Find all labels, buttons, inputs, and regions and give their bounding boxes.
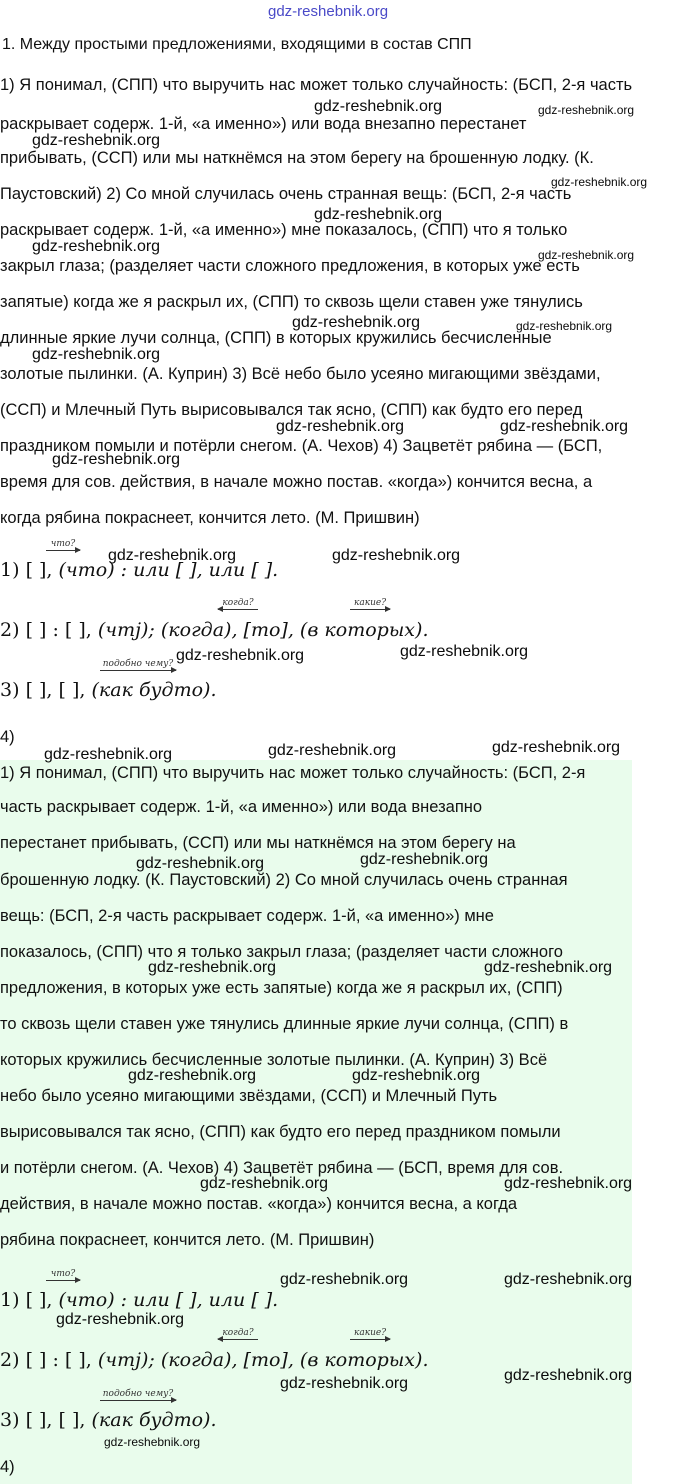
watermark: gdz-reshebnik.org	[292, 314, 421, 331]
scheme-4: 4)	[0, 728, 15, 746]
watermark: gdz-reshebnik.org	[332, 547, 461, 564]
watermark: gdz-reshebnik.org	[352, 1067, 481, 1084]
text-line: показалось, (СПП) что я только закрыл глаза; (разделяет части сложного	[0, 943, 563, 961]
watermark: gdz-reshebnik.org	[136, 855, 265, 872]
watermark: gdz-reshebnik.org	[276, 418, 405, 435]
arrow-what: что?	[46, 1269, 80, 1281]
watermark: gdz-reshebnik.org	[360, 851, 489, 868]
watermark: gdz-reshebnik.org	[516, 319, 613, 333]
watermark: gdz-reshebnik.org	[504, 1367, 633, 1384]
text-line: время для сов. действия, в начале можно постав. «когда») кончится весна, а	[0, 473, 593, 491]
watermark: gdz-reshebnik.org	[56, 1311, 185, 1328]
watermark: gdz-reshebnik.org	[32, 132, 161, 149]
arrow-what: что?	[46, 539, 80, 551]
text-line: праздником помыли и потёрли снегом. (А. Чехов) 4) Зацветёт рябина — (БСП,	[0, 437, 603, 455]
watermark: gdz-reshebnik.org	[551, 175, 648, 189]
watermark: gdz-reshebnik.org	[504, 1271, 633, 1288]
watermark: gdz-reshebnik.org	[52, 451, 181, 468]
watermark: gdz-reshebnik.org	[200, 1175, 329, 1192]
scheme-4: 4)	[0, 1458, 15, 1476]
watermark: gdz-reshebnik.org	[104, 1435, 201, 1449]
text-line: рябина покраснеет, кончится лето. (М. Пришвин)	[0, 1231, 375, 1249]
arrow-which: какие?	[350, 1328, 390, 1340]
watermark: gdz-reshebnik.org	[400, 643, 529, 660]
scheme-3: 3) [ ], [ ], (как будто).	[0, 1409, 217, 1431]
scheme-2: 2) [ ] : [ ], (чтj); (когда), [то], (в которых).	[0, 619, 429, 641]
site-title[interactable]: gdz-reshebnik.org	[268, 3, 389, 20]
text-line: закрыл глаза; (разделяет части сложного предложения, в которых уже есть	[0, 257, 580, 275]
watermark: gdz-reshebnik.org	[314, 98, 443, 115]
text-line: вырисовывался так ясно, (СПП) как будто его перед праздником помыли	[0, 1123, 561, 1141]
text-line: Паустовский) 2) Со мной случилась очень странная вещь: (БСП, 2-я часть	[0, 185, 572, 203]
arrow-when: когда?	[218, 1328, 258, 1340]
watermark: gdz-reshebnik.org	[176, 647, 305, 664]
scheme-1: 1) [ ], (что) : или [ ], или [ ].	[0, 1289, 279, 1311]
watermark: gdz-reshebnik.org	[32, 238, 161, 255]
text-line: золотые пылинки. (А. Куприн) 3) Всё небо было усеяно мигающими звёздами,	[0, 365, 601, 383]
text-line: запятые) когда же я раскрыл их, (СПП) то сквозь щели ставен уже тянулись	[0, 293, 583, 311]
watermark: gdz-reshebnik.org	[314, 206, 443, 223]
text-line: брошенную лодку. (К. Паустовский) 2) Со мной случилась очень странная	[0, 871, 568, 889]
watermark: gdz-reshebnik.org	[492, 739, 621, 756]
arrow-when: когда?	[218, 598, 258, 610]
text-line: длинные яркие лучи солнца, (СПП) в которых кружились бесчисленные	[0, 329, 552, 347]
text-line: часть раскрывает содерж. 1-й, «а именно») или вода внезапно	[0, 798, 483, 816]
text-line: (ССП) и Млечный Путь вырисовывался так ясно, (СПП) как будто его перед	[0, 401, 583, 419]
text-line: раскрывает содерж. 1-й, «а именно») мне показалось, (СПП) что я только	[0, 221, 568, 239]
arrow-which: какие?	[350, 598, 390, 610]
scheme-3: 3) [ ], [ ], (как будто).	[0, 679, 217, 701]
text-line: которых кружились бесчисленные золотые пылинки. (А. Куприн) 3) Всё	[0, 1051, 548, 1069]
arrow-like-what: подобно чему?	[100, 1389, 176, 1401]
watermark: gdz-reshebnik.org	[108, 547, 237, 564]
watermark: gdz-reshebnik.org	[32, 346, 161, 363]
scheme-2: 2) [ ] : [ ], (чтj); (когда), [то], (в которых).	[0, 1349, 429, 1371]
text-line: и потёрли снегом. (А. Чехов) 4) Зацветёт рябина — (БСП, время для сов.	[0, 1159, 564, 1177]
watermark: gdz-reshebnik.org	[280, 1375, 409, 1392]
text-line: 1) Я понимал, (СПП) что выручить нас может только случайность: (БСП, 2-я часть	[0, 76, 633, 94]
watermark: gdz-reshebnik.org	[128, 1067, 257, 1084]
watermark: gdz-reshebnik.org	[148, 959, 277, 976]
watermark: gdz-reshebnik.org	[280, 1271, 409, 1288]
text-line: небо было усеяно мигающими звёздами, (ССП) и Млечный Путь	[0, 1087, 498, 1105]
watermark: gdz-reshebnik.org	[268, 742, 397, 759]
arrow-like-what: подобно чему?	[100, 659, 176, 671]
watermark: gdz-reshebnik.org	[484, 959, 613, 976]
text-line: то сквозь щели ставен уже тянулись длинные яркие лучи солнца, (СПП) в	[0, 1015, 569, 1033]
text-line: прибывать, (ССП) или мы наткнёмся на этом берегу на брошенную лодку. (К.	[0, 149, 594, 167]
watermark: gdz-reshebnik.org	[504, 1175, 633, 1192]
task-heading: 1. Между простыми предложениями, входящими в состав СПП	[2, 36, 472, 53]
watermark: gdz-reshebnik.org	[538, 248, 635, 262]
text-line: раскрывает содерж. 1-й, «а именно») или вода внезапно перестанет	[0, 115, 527, 133]
text-line: 1) Я понимал, (СПП) что выручить нас может только случайность: (БСП, 2-я	[0, 764, 586, 782]
watermark: gdz-reshebnik.org	[500, 418, 629, 435]
text-line: когда рябина покраснеет, кончится лето. (М. Пришвин)	[0, 509, 420, 527]
text-line: предложения, в которых уже есть запятые) когда же я раскрыл их, (СПП)	[0, 979, 563, 997]
text-line: перестанет прибывать, (ССП) или мы наткнёмся на этом берегу на	[0, 834, 516, 852]
text-line: вещь: (БСП, 2-я часть раскрывает содерж. 1-й, «а именно») мне	[0, 907, 494, 925]
watermark: gdz-reshebnik.org	[538, 103, 635, 117]
scheme-1: 1) [ ], (что) : или [ ], или [ ].	[0, 559, 279, 581]
text-line: действия, в начале можно постав. «когда») кончится весна, а когда	[0, 1195, 518, 1213]
watermark: gdz-reshebnik.org	[44, 746, 173, 763]
